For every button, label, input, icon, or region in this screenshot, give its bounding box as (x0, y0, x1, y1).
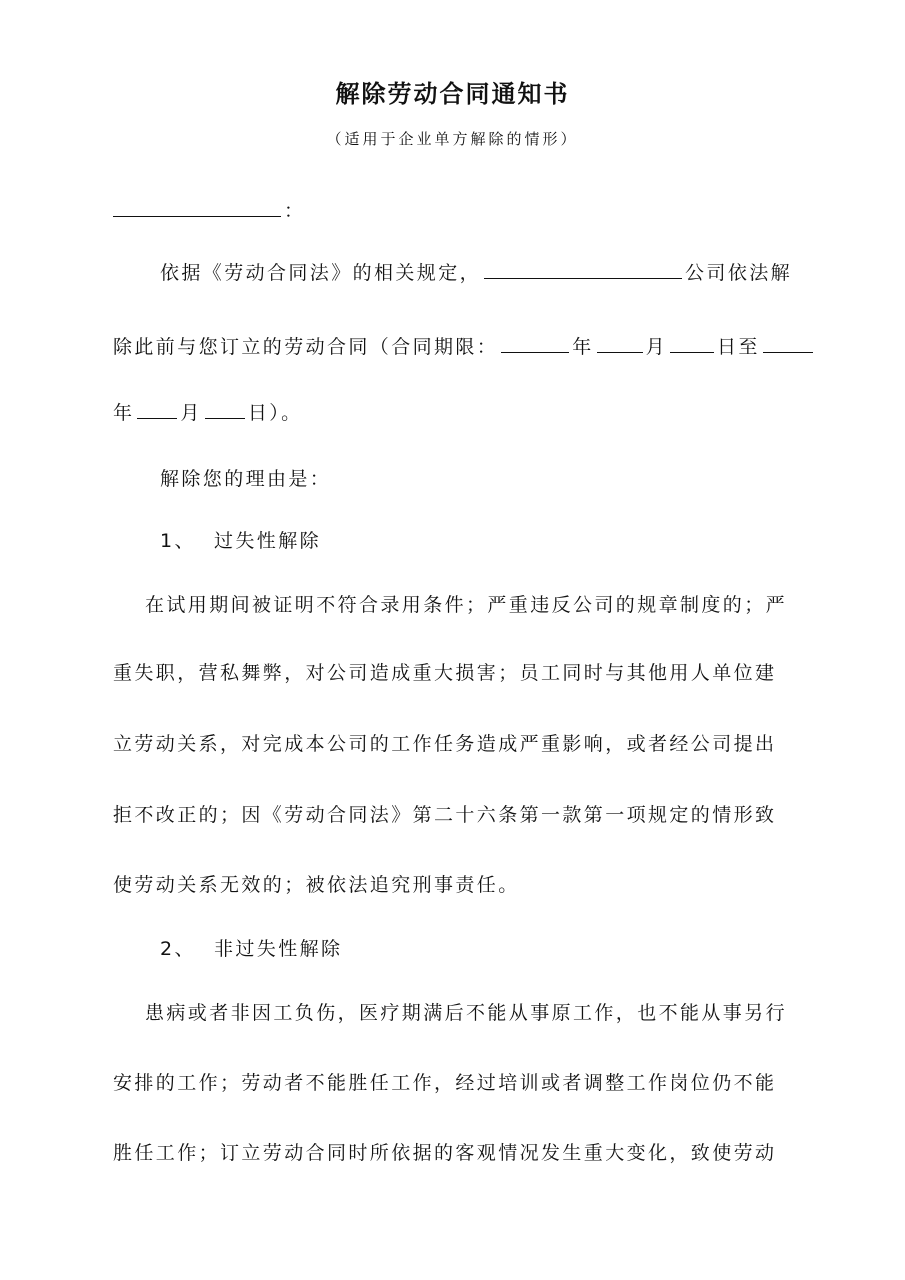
para1-text: 依据《劳动合同法》的相关规定， (160, 262, 482, 284)
para1-line1 (160, 264, 792, 283)
item1-heading-line (160, 532, 321, 551)
document-subtitle: （适用于企业单方解除的情形） (326, 130, 579, 148)
item1-text-line: 使劳动关系无效的；被依法追究刑事责任。 (113, 874, 520, 896)
end-day-blank[interactable] (205, 417, 245, 419)
item2-text-line: 安排的工作；劳动者不能胜任工作，经过培训或者调整工作岗位仍不能 (113, 1072, 777, 1094)
salutation-line (113, 202, 305, 221)
para1-line3 (113, 404, 303, 423)
day-end-label: 日）。 (247, 402, 303, 424)
item1-text-line: 立劳动关系，对完成本公司的工作任务造成严重影响，或者经公司提出 (113, 733, 777, 755)
item2-text-line: 胜任工作；订立劳动合同时所依据的客观情况发生重大变化，致使劳动 (113, 1142, 777, 1164)
para1-text: 公司依法解 (685, 262, 793, 284)
item2-text-line: 患病或者非因工负伤，医疗期满后不能从事原工作，也不能从事另行 (145, 1002, 788, 1024)
item2-heading: 非过失性解除 (214, 938, 343, 960)
year-label: 年 (572, 336, 594, 358)
item1-heading: 过失性解除 (214, 530, 322, 552)
para1-text: 除此前与您订立的劳动合同（合同期限： (113, 336, 499, 358)
salutation-colon: ： (284, 200, 306, 222)
day-to-label: 日至 (717, 336, 760, 358)
end-month-blank[interactable] (137, 417, 177, 419)
item1-number: 1、 (160, 530, 196, 552)
item2-heading-line (160, 940, 342, 959)
month-label: 月 (645, 336, 668, 358)
start-day-blank[interactable] (670, 351, 714, 353)
month-label: 月 (180, 402, 202, 424)
item1-text-line: 拒不改正的；因《劳动合同法》第二十六条第一款第一项规定的情形致 (113, 804, 777, 826)
company-name-blank[interactable] (484, 277, 682, 279)
para1-line2 (113, 338, 816, 357)
item1-text-line: 在试用期间被证明不符合录用条件；严重违反公司的规章制度的；严 (145, 594, 788, 616)
item2-number: 2、 (160, 938, 196, 960)
item1-text-line: 重失职，营私舞弊，对公司造成重大损害；员工同时与其他用人单位建 (113, 662, 777, 684)
year-label: 年 (113, 402, 135, 424)
start-year-blank[interactable] (501, 351, 569, 353)
recipient-name-blank[interactable] (113, 215, 281, 217)
reason-intro: 解除您的理由是： (160, 468, 332, 490)
start-month-blank[interactable] (597, 351, 643, 353)
document-title: 解除劳动合同通知书 (335, 79, 570, 108)
end-year-blank[interactable] (763, 351, 813, 353)
